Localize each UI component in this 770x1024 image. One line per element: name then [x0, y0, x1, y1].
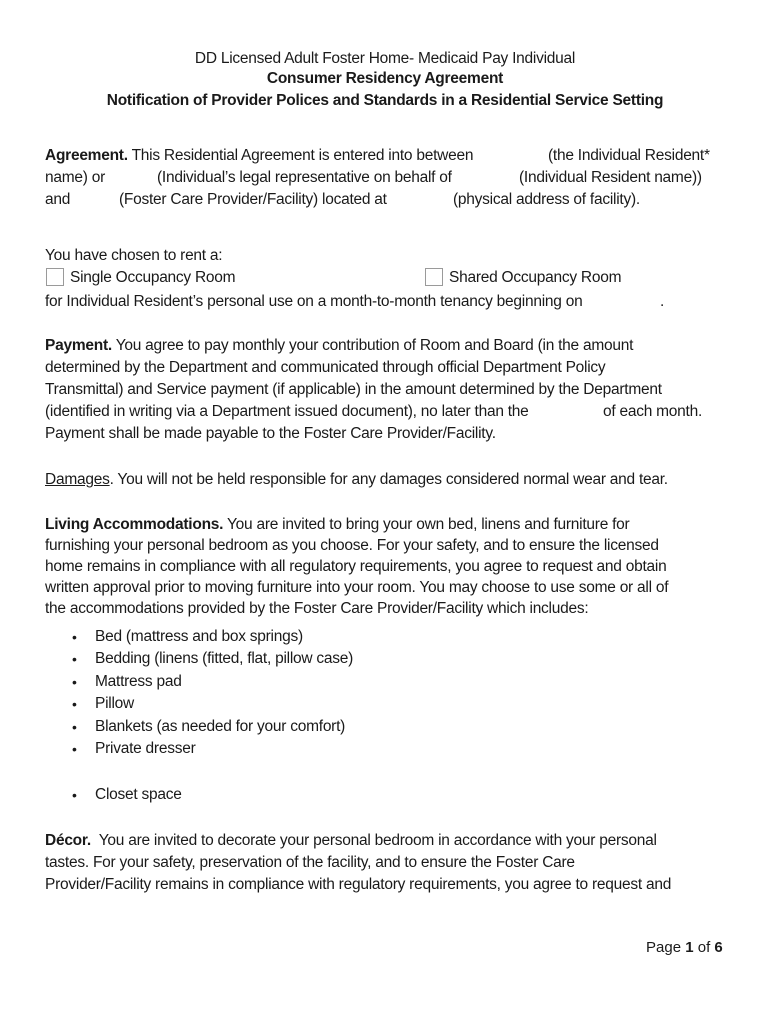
payment-line-4a: (identified in writing via a Department issued document), no later than the — [45, 403, 529, 420]
bullet-icon: • — [72, 629, 77, 645]
list-item: Closet space — [95, 786, 182, 803]
list-item: Mattress pad — [95, 673, 182, 690]
payment-line-4b: of each month. — [603, 403, 703, 420]
payment-line-5: Payment shall be made payable to the Foster Care Provider/Facility. — [45, 425, 496, 442]
living-line-2: furnishing your personal bedroom as you choose. For your safety, and to ensure the licensed — [45, 537, 659, 554]
payment-line-2: determined by the Department and communicated through official Department Policy — [45, 359, 606, 376]
decor-line-3: Provider/Facility remains in compliance with regulatory requirements, you agree to request and — [45, 876, 672, 893]
list-item: Private dresser — [95, 740, 196, 757]
agreement-line-2a: name) or — [45, 169, 106, 186]
single-occupancy-label: Single Occupancy Room — [70, 269, 236, 286]
tenancy-period: . — [660, 293, 665, 310]
decor-line-2: tastes. For your safety, preservation of the facility, and to ensure the Foster Care — [45, 854, 575, 871]
payment-line-1: Payment. You agree to pay monthly your contribution of Room and Board (in the amount — [45, 337, 634, 354]
list-item: Blankets (as needed for your comfort) — [95, 718, 346, 735]
bullet-icon: • — [72, 651, 77, 667]
agreement-line-3a: and — [45, 191, 71, 208]
damages-paragraph: Damages. You will not be held responsible for any damages considered normal wear and tear. — [45, 471, 668, 488]
payment-heading: Payment. — [45, 337, 112, 354]
bullet-icon: • — [72, 719, 77, 735]
list-item: Bed (mattress and box springs) — [95, 628, 303, 645]
bullet-icon: • — [72, 741, 77, 757]
list-item: Pillow — [95, 695, 134, 712]
living-line-5: the accommodations provided by the Foster Care Provider/Facility which includes: — [45, 600, 589, 617]
agreement-line-2c: (Individual Resident name)) — [519, 169, 702, 186]
shared-occupancy-label: Shared Occupancy Room — [449, 269, 622, 286]
bullet-icon: • — [72, 696, 77, 712]
document-subtitle: Notification of Provider Polices and Standards in a Residential Service Setting — [106, 92, 664, 109]
living-heading: Living Accommodations. — [45, 516, 224, 533]
decor-line-1: Décor. You are invited to decorate your personal bedroom in accordance with your personal — [45, 832, 657, 849]
agreement-line-2b: (Individual’s legal representative on behalf of — [157, 169, 452, 186]
bullet-icon: • — [72, 787, 77, 803]
agreement-line-1a: Agreement. This Residential Agreement is entered into between — [45, 147, 474, 164]
living-line-4: written approval prior to moving furniture into your room. You may choose to use some or all of — [45, 579, 669, 596]
rent-intro: You have chosen to rent a: — [45, 247, 223, 264]
agreement-line-3b: (Foster Care Provider/Facility) located at — [119, 191, 387, 208]
document-title: Consumer Residency Agreement — [266, 70, 504, 87]
list-item: Bedding (linens (fitted, flat, pillow case) — [95, 650, 354, 667]
header-line-1: DD Licensed Adult Foster Home- Medicaid Pay Individual — [194, 50, 576, 67]
decor-heading: Décor. — [45, 832, 91, 849]
agreement-line-1b: (the Individual Resident* — [548, 147, 710, 164]
damages-heading: Damages — [45, 471, 110, 488]
agreement-heading: Agreement. — [45, 147, 128, 164]
agreement-line-3c: (physical address of facility). — [453, 191, 640, 208]
shared-occupancy-checkbox[interactable] — [425, 268, 443, 286]
page-number: Page 1 of 6 — [646, 939, 723, 956]
single-occupancy-checkbox[interactable] — [46, 268, 64, 286]
living-line-1: Living Accommodations. You are invited to bring your own bed, linens and furniture for — [45, 516, 630, 533]
tenancy-text: for Individual Resident’s personal use on a month-to-month tenancy beginning on — [45, 293, 583, 310]
living-line-3: home remains in compliance with all regulatory requirements, you agree to request and obtain — [45, 558, 667, 575]
bullet-icon: • — [72, 674, 77, 690]
payment-line-3: Transmittal) and Service payment (if applicable) in the amount determined by the Department — [45, 381, 662, 398]
